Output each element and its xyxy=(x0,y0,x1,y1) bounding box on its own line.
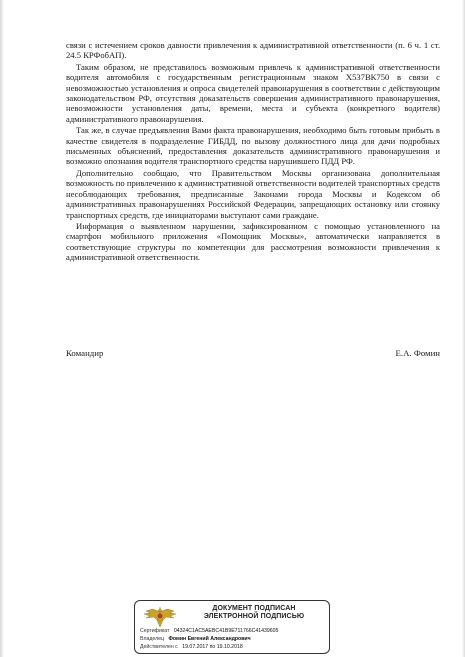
owner-value: Фомин Евгений Александрович xyxy=(168,636,251,642)
stamp-certificate-line xyxy=(140,628,328,634)
paragraph-1: связи с истечением сроков давности привлечения к административной ответственности (п. 6 ч. 1 ст. 24.5 КРФобАП). xyxy=(66,40,440,61)
paragraph-4: Дополнительно сообщаю, что Правительством Москвы организована дополнительная возможность по привлечению к административной ответственности водителей транспортных средств несоблюдающих требования, предписанные Законами города Москвы и Кодексом об административных правонарушениях Российской Федерации, запрещающих остановку или стоянку транспортных средств, где инициаторами выступают сами граждане. xyxy=(66,167,440,220)
stamp-title xyxy=(179,605,329,622)
page-left-edge xyxy=(0,0,4,657)
valid-value: 19.07.2017 по 19.10.2018 xyxy=(182,644,243,650)
signature-role: Командир xyxy=(66,348,104,358)
owner-label: Владелец xyxy=(140,636,164,642)
certificate-value: 04324C1AC5AEBC41B9E711766C41439605 xyxy=(173,628,279,634)
stamp-title-line-1: ДОКУМЕНТ ПОДПИСАН xyxy=(212,605,296,612)
paragraph-2: Таким образом, не представилось возможным привлечь к административной ответственности водителя автомобиля с государственным регистрационным знаком Х537ВК750 в связи с невозможностью установления и опроса свидетелей правонарушения в соответствии с действующим законодательством РФ, отсутствия доказательств совершения административного правонарушения, невозможности установления даты, времени, места и субъекта (конкретного водителя) административного правонарушения. xyxy=(66,61,440,124)
electronic-signature-stamp xyxy=(134,600,330,654)
paragraph-3: Так же, в случае предъявления Вами факта правонарушения, необходимо быть готовым прибыть в качестве свидетеля в подразделение ГИБДД, по вызову должностного лица для дачи подробных письменных объяснений, предоставления доказательств административного правонарушения и возможно опознания водителя транспортного средства нарушившего ПДД РФ. xyxy=(66,125,440,167)
stamp-owner-line xyxy=(140,636,328,642)
letter-body xyxy=(66,40,440,263)
stamp-title-line-2: ЭЛЕКТРОННОЙ ПОДПИСЬЮ xyxy=(203,613,305,621)
certificate-label: Сертификат xyxy=(140,628,170,634)
stamp-validity-line xyxy=(140,644,328,650)
signature-name: Е.А. Фомин xyxy=(395,348,440,358)
paragraph-5: Информация о выявленном нарушении, зафиксированном с помощью установленного на смартфон мобильного приложения «Помощник Москвы», автоматически направляется в соответствующие структуры по компетенции для рассмотрения возможности привлечения к административной ответственности. xyxy=(66,220,440,263)
police-eagle-emblem-icon xyxy=(140,605,180,629)
valid-label: Действителен с xyxy=(140,644,178,650)
